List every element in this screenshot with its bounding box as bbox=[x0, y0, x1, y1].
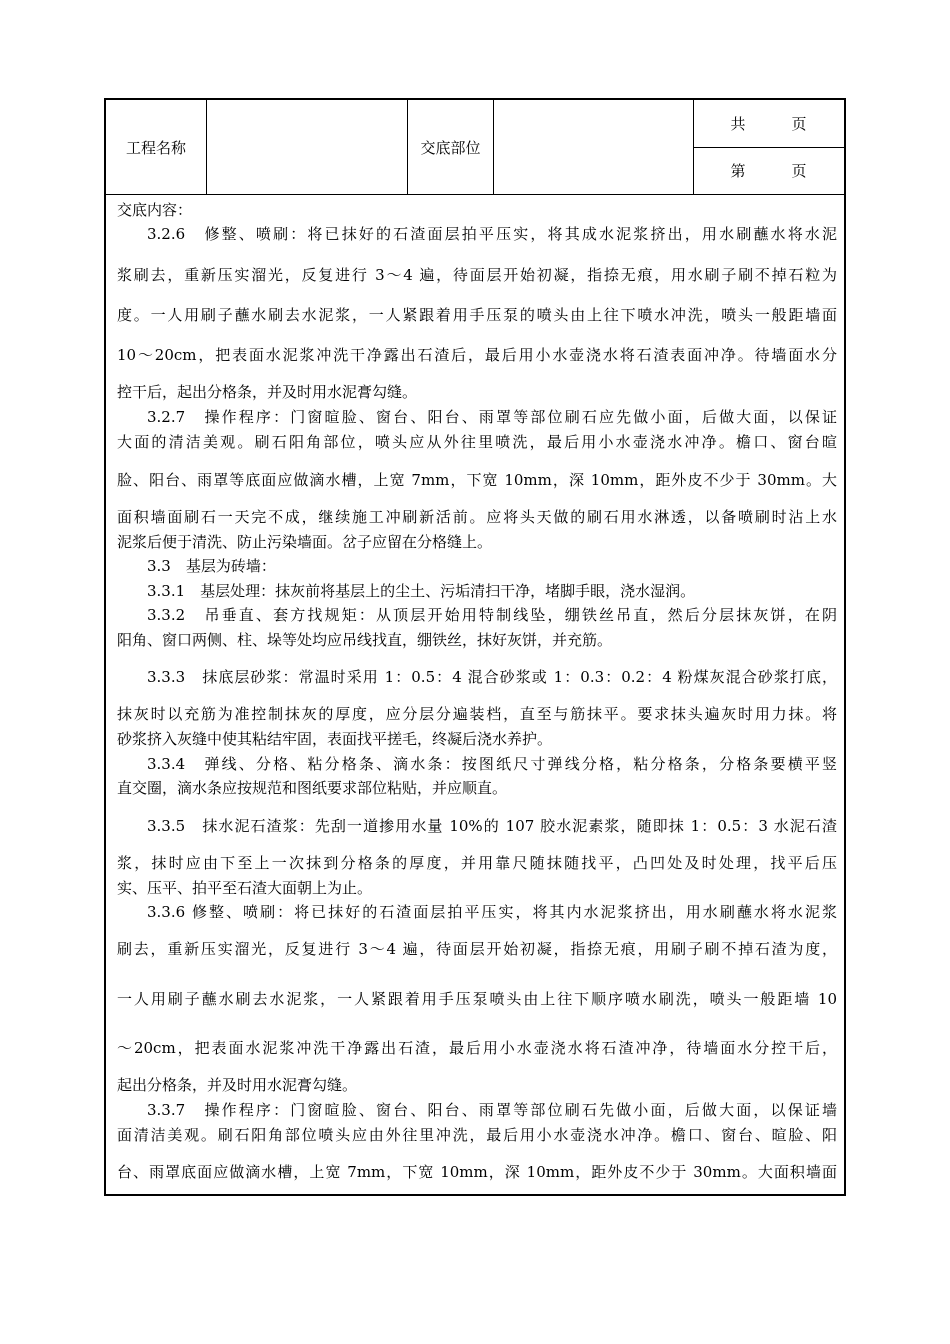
content-line: 3.2.7 操作程序：门窗暄脸、窗台、阳台、雨罩等部位刷石应先做小面，后做大面，以保证 bbox=[147, 408, 837, 426]
content-line: 台、雨罩底面应做滴水槽，上宽 7mm，下宽 10mm，深 10mm，距外皮不少于 30mm。大面积墙面 bbox=[117, 1163, 837, 1181]
page-number bbox=[693, 147, 844, 194]
content-line: 脸、阳台、雨罩等底面应做滴水槽，上宽 7mm，下宽 10mm，深 10mm，距外皮不少于 30mm。大 bbox=[117, 471, 837, 489]
project-name-label: 工程名称 bbox=[125, 138, 186, 157]
page-number-unit: 页 bbox=[791, 162, 807, 180]
content-line: 大面的清洁美观。刷石阳角部位，喷头应从外往里喷洗，最后用小水壶浇水冲净。檐口、窗台暄 bbox=[117, 433, 837, 451]
project-name-value bbox=[207, 100, 407, 194]
total-pages bbox=[693, 100, 844, 147]
handover-location-value bbox=[494, 100, 692, 194]
total-pages-label: 共 bbox=[730, 115, 746, 133]
content-line: 面清洁美观。刷石阳角部位喷头应由外往里冲洗，最后用小水壶浇水冲净。檐口、窗台、暄脸、阳 bbox=[117, 1126, 837, 1144]
handover-form bbox=[104, 98, 846, 1196]
content-line: 抹灰时以充筋为准控制抹灰的厚度，应分层分遍装档，直至与筋抹平。要求抹头遍灰时用力抹。将 bbox=[117, 705, 837, 723]
content-line: 度。一人用刷子蘸水刷去水泥浆，一人紧跟着用手压泵的喷头由上往下喷水冲洗，喷头一般距墙面 bbox=[117, 306, 837, 324]
content-line: 3.3.3 抹底层砂浆：常温时采用 1：0.5：4 混合砂浆或 1：0.3：0.2：4 粉煤灰混合砂浆打底， bbox=[147, 668, 837, 686]
content-line: 阳角、窗口两侧、柱、垛等处均应吊线找直，绷铁丝，抹好灰饼，并充筋。 bbox=[117, 631, 613, 649]
content-line: 实、压平、拍平至石渣大面朝上为止。 bbox=[117, 879, 373, 897]
handover-location-label: 交底部位 bbox=[420, 138, 481, 157]
content-line: 一人用刷子蘸水刷去水泥浆，一人紧跟着用手压泵喷头由上往下顺序喷水刷洗，喷头一般距墙 10 bbox=[117, 990, 837, 1008]
content-line: 3.2.6 修整、喷刷：将已抹好的石渣面层拍平压实，将其成水泥浆挤出，用水刷蘸水将水泥 bbox=[147, 225, 837, 243]
content-line: 控干后，起出分格条，并及时用水泥膏勾缝。 bbox=[117, 383, 418, 401]
page-number-label: 第 bbox=[730, 162, 746, 180]
total-pages-unit: 页 bbox=[791, 115, 807, 133]
content-line: 10～20cm，把表面水泥浆冲洗干净露出石渣后，最后用小水壶浇水将石渣表面冲净。待墙面水分 bbox=[117, 346, 837, 364]
content-line: 直交圈，滴水条应按规范和图纸要求部位粘贴，并应顺直。 bbox=[117, 779, 508, 797]
form-header bbox=[106, 100, 844, 195]
content-line: 刷去，重新压实溜光，反复进行 3～4 遍，待面层开始初凝，指捺无痕，用刷子刷不掉石渣为度， bbox=[117, 940, 837, 958]
content-line: 3.3.6 修整、喷刷：将已抹好的石渣面层拍平压实，将其内水泥浆挤出，用水刷蘸水将水泥浆 bbox=[147, 903, 837, 921]
content-line: 3.3.7 操作程序：门窗暄脸、窗台、阳台、雨罩等部位刷石先做小面，后做大面，以保证墙 bbox=[147, 1101, 837, 1119]
content-line: 浆刷去，重新压实溜光，反复进行 3～4 遍，待面层开始初凝，指捺无痕，用水刷子刷不掉石粒为 bbox=[117, 266, 837, 284]
content-line: 3.3 基层为砖墙： bbox=[147, 557, 276, 575]
content-line: 3.3.5 抹水泥石渣浆：先刮一道掺用水量 10%的 107 胶水泥素浆，随即抹 1：0.5：3 水泥石渣 bbox=[147, 817, 837, 835]
content-label: 交底内容： bbox=[117, 201, 193, 219]
content-line: 3.3.2 吊垂直、套方找规矩：从顶层开始用特制线坠，绷铁丝吊直，然后分层抹灰饼，在阴 bbox=[147, 606, 837, 624]
content-line: 起出分格条，并及时用水泥膏勾缝。 bbox=[117, 1076, 358, 1094]
content-line: ～20cm，把表面水泥浆冲洗干净露出石渣，最后用小水壶浇水将石渣冲净，待墙面水分控干后， bbox=[117, 1039, 837, 1057]
content-line: 泥浆后便于清洗、防止污染墙面。岔子应留在分格缝上。 bbox=[117, 533, 493, 551]
content-line: 面积墙面刷石一天完不成，继续施工冲刷新活前。应将头天做的刷石用水淋透，以备喷刷时沾上水 bbox=[117, 508, 837, 526]
content-line: 3.3.1 基层处理：抹灰前将基层上的尘土、污垢清扫干净，堵脚手眼，浇水湿润。 bbox=[147, 582, 696, 600]
content-line: 浆，抹时应由下至上一次抹到分格条的厚度，并用靠尺随抹随找平，凸凹处及时处理，找平后压 bbox=[117, 854, 837, 872]
content-line: 3.3.4 弹线、分格、粘分格条、滴水条：按图纸尺寸弹线分格，粘分格条，分格条要横平竖 bbox=[147, 755, 837, 773]
content-line: 砂浆挤入灰缝中使其粘结牢固，表面找平搓毛，终凝后浇水养护。 bbox=[117, 730, 553, 748]
